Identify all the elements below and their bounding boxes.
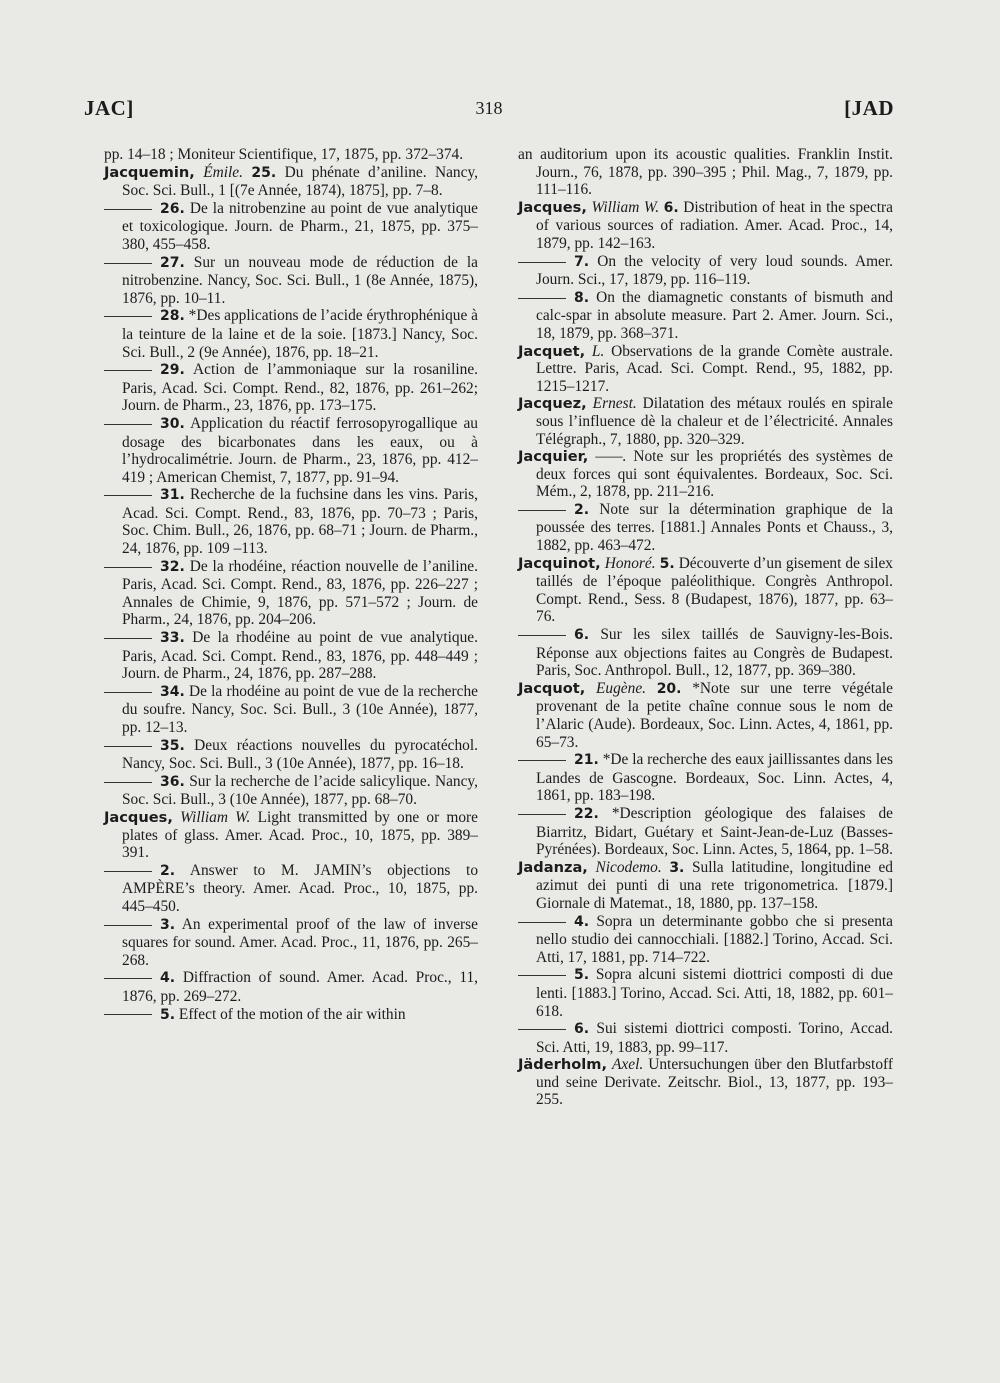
bibliography-subentry [518,626,893,680]
ditto-dash [518,510,566,511]
running-head-left: JAC] [84,96,134,120]
bibliography-entry [518,199,893,253]
bibliography-subentry [518,1020,893,1056]
bibliography-subentry [518,805,893,859]
entry-number: 7. [574,253,590,270]
bibliography-subentry [518,253,893,289]
entry-text: *Description géologique des falaises de Biarritz, Bidart, Guétary et Saint-Jean-de-Luz (Basses-Pyrénées). Bordeaux, Soc. Linn. Actes, 5, 1864, pp. 1–58. [536,804,893,859]
entry-text: Sui sistemi diottrici composti. Torino, Accad. Sci. Atti, 19, 1883, pp. 99–117. [536,1020,893,1056]
entry-text: Sulla latitudine, longitudine ed azimut dei punti di una rete trigonometrica. [1879.] Giornale di Matemat., 18, 1880, pp. 137–158. [536,858,893,912]
bibliography-entry [518,859,893,913]
entry-text: Du phénate d’aniline. Nancy, Soc. Sci. Bull., 1 [(7e Année, 1874), 1875], pp. 7–8. [122,163,478,200]
entry-number: 4. [574,913,590,930]
bibliography-entry [518,395,893,448]
entry-text: On the diamagnetic constants of bismuth and calc-spar in absolute measure. Part 2. Amer. Journ. Sci., 18, 1879, pp. 368–371. [536,288,893,342]
entry-number: 21. [574,752,599,769]
entry-text: Note sur la détermination graphique de la poussée des terres. [1881.] Annales Ponts et Chauss., 3, 1882, pp. 463–472. [536,500,893,555]
entry-text: an auditorium upon its acoustic qualities. Franklin Instit. Journ., 76, 1878, pp. 390–395 ; Phil. Mag., 7, 1879, pp. 111–116. [518,146,893,199]
bibliography-subentry [518,966,893,1020]
entry-text: Diffraction of sound. Amer. Acad. Proc., 11, 1876, pp. 269–272. [122,969,478,1005]
entry-number: 20. [656,680,682,697]
entry-text: Application du réactif ferrosopyrogallique au dosage des bicarbonates dans les eaux, ou à l’hydrocalimétrie. Journ. de Pharm., 23, 1876, pp. 412–419 ; American Chemist, 7, 1877, pp. 91–94. [122,414,479,486]
entry-continuation [104,146,478,164]
bibliography-subentry [104,558,478,629]
entry-text: De la rhodéine au point de vue analytique. Paris, Acad. Sci. Compt. Rend., 83, 1876, pp. 448–449 ; Journ. de Pharm., 24, 1876, pp. 287–288. [122,629,478,683]
entry-number: 30. [160,415,185,432]
author-name: Jadanza, [518,858,588,876]
entry-number: 6. [663,199,679,216]
author-name: Jacques, [104,808,173,826]
entry-number: 34. [160,683,185,700]
entry-number: 31. [160,487,185,504]
ditto-dash [518,298,566,299]
left-column [104,146,478,1024]
bibliography-subentry [104,862,478,916]
entry-number: 5. [659,555,675,572]
bibliography-subentry [104,683,478,737]
bibliography-subentry [104,969,478,1005]
entry-number: 3. [669,859,685,876]
entry-number: 6. [574,1021,590,1038]
ditto-dash [104,871,152,872]
ditto-dash [104,263,152,264]
entry-text: Effect of the motion of the air within [178,1005,406,1023]
entry-number: 2. [160,862,176,879]
ditto-dash [104,746,152,747]
entry-continuation [518,146,893,199]
entry-number: 26. [160,200,185,217]
bibliography-subentry [104,254,478,308]
author-name: Jacquemin, [104,163,195,181]
page-number: 318 [475,98,503,118]
bibliography-subentry [104,1006,478,1025]
entry-text: Note sur les propriétés des systèmes de deux forces qui sont équivalentes. Bordeaux, Soc. Sci. Mém., 2, 1878, pp. 211–216. [536,448,893,501]
bibliography-entry [518,1056,893,1109]
entry-number: 32. [160,558,185,575]
ditto-dash [104,1014,152,1015]
bibliography-entry [518,448,893,501]
bibliography-subentry [104,916,478,970]
entry-text: Sur la recherche de l’acide salicylique. Nancy, Soc. Sci. Bull., 3 (10e Année), 1877, pp. 68–70. [122,772,478,809]
entry-text: Sopra un determinante gobbo che si presenta nello studio dei cannocchiali. [1882.] Torino, Accad. Sci. Atti, 17, 1881, pp. 714–722. [536,912,893,966]
author-given-name: William W. [591,198,660,216]
ditto-dash [518,262,566,263]
bibliography-subentry [104,415,478,486]
ditto-dash [518,814,566,815]
author-given-name: Nicodemo. [595,858,662,876]
bibliography-subentry [104,361,478,415]
entry-number: 29. [160,362,185,379]
right-column [518,146,893,1109]
entry-number: 5. [574,967,590,984]
entry-text: On the velocity of very loud sounds. Amer. Journ. Sci., 17, 1879, pp. 116–119. [536,252,893,289]
author-given-name: Ernest. [592,395,637,413]
ditto-dash [518,975,566,976]
ditto-dash [104,638,152,639]
entry-text: *Note sur une terre végétale provenant de la petite chaîne connue sous le nom de l’Alaric (Aude). Bordeaux, Soc. Linn. Actes, 4, 1861, pp. 65–73. [536,679,893,751]
author-name: Jacquinot, [518,554,601,572]
bibliography-entry [518,555,893,626]
entry-text: Distribution of heat in the spectra of various sources of radiation. Amer. Acad. Proc., 14, 1879, pp. 142–163. [536,198,893,252]
ditto-dash [104,692,152,693]
ditto-dash [104,370,152,371]
author-given-name: Axel. [612,1056,644,1074]
entry-number: 8. [574,289,590,306]
bibliography-subentry [518,913,893,967]
entry-number: 6. [574,627,590,644]
ditto-dash [518,1029,566,1030]
entry-number: 5. [160,1006,176,1023]
bibliography-subentry [104,737,478,773]
bibliography-subentry [518,501,893,555]
entry-text: Recherche de la fuchsine dans les vins. Paris, Acad. Sci. Compt. Rend., 83, 1876, pp. 70–73 ; Paris, Soc. Chim. Bull., 26, 1876, pp. 68–71 ; Journ. de Pharm., 24, 1876, pp. 109 –113. [122,486,478,558]
ditto-dash [104,978,152,979]
author-given-name: Honoré. [604,554,656,572]
author-given-name: ——. [595,448,627,466]
ditto-dash [104,209,152,210]
author-name: Jacquier, [518,448,589,466]
ditto-dash [104,782,152,783]
entry-number: 35. [160,737,185,754]
entry-text: Découverte d’un gisement de silex taillés de l’époque paléolithique. Congrès Anthropol. Compt. Rend., Sess. 8 (Budapest, 1876), 1877, pp. 63–76. [536,554,893,626]
entry-text: Deux réactions nouvelles du pyrocatéchol. Nancy, Soc. Sci. Bull., 3 (10e Année), 1877, pp. 16–18. [122,736,478,773]
bibliography-entry [518,343,893,396]
author-name: Jacquot, [518,679,586,697]
entry-text: Sur un nouveau mode de réduction de la nitrobenzine. Nancy, Soc. Sci. Bull., 1 (8e Année, 1875), 1876, pp. 10–11. [122,253,478,307]
entry-text: Sopra alcuni sistemi diottrici composti di due lenti. [1883.] Torino, Accad. Sci. Atti, 18, 1882, pp. 601–618. [536,966,893,1020]
entry-number: 4. [160,970,176,987]
entry-number: 27. [160,254,185,271]
entry-text: Light transmitted by one or more plates of glass. Amer. Acad. Proc., 10, 1875, pp. 389–391. [122,808,478,862]
entry-number: 2. [574,501,590,518]
entry-number: 25. [251,164,277,181]
author-name: Jacques, [518,198,587,216]
running-head-right: [JAD [844,96,894,120]
entry-text: *Des applications de l’acide érythrophénique à la teinture de la laine et de la soie. [1873.] Nancy, Soc. Sci. Bull., 2 (9e Année), 1876, pp. 18–21. [122,307,478,361]
entry-number: 36. [160,773,185,790]
author-given-name: Émile. [203,163,243,181]
entry-text: De la rhodéine, réaction nouvelle de l’aniline. Paris, Acad. Sci. Compt. Rend., 83, 1876, pp. 226–227 ; Annales de Chimie, 9, 1876, pp. 571–572 ; Journ. de Pharm., 24, 1876, pp. 204–206. [122,557,478,629]
bibliography-subentry [518,751,893,805]
ditto-dash [518,760,566,761]
entry-number: 33. [160,630,185,647]
ditto-dash [518,635,566,636]
bibliography-subentry [104,200,478,254]
author-given-name: L. [591,342,605,360]
entry-text: Untersuchungen über den Blutfarbstoff und seine Derivate. Zeitschr. Biol., 13, 1877, pp. 193–255. [536,1056,893,1109]
author-name: Jacquez, [518,395,587,413]
entry-text: De la nitrobenzine au point de vue analytique et toxicologique. Journ. de Pharm., 21, 1875, pp. 375–380, 455–458. [122,199,478,253]
entry-text: Answer to M. JAMIN’s objections to AMPÈRE’s theory. Amer. Acad. Proc., 10, 1875, pp. 445–450. [122,861,479,915]
entry-number: 22. [574,805,599,822]
entry-text: pp. 14–18 ; Moniteur Scientifique, 17, 1875, pp. 372–374. [104,146,464,163]
author-name: Jacquet, [518,342,586,360]
entry-number: 28. [160,308,185,325]
ditto-dash [104,495,152,496]
entry-text: *De la recherche des eaux jaillissantes dans les Landes de Gascogne. Bordeaux, Soc. Linn. Actes, 4, 1861, pp. 183–198. [536,751,893,805]
entry-text: Dilatation des métaux roulés en spirale sous l’influence dè la chaleur et de l’électricité. Annales Télégraph., 7, 1880, pp. 320–329. [536,395,893,448]
author-name: Jäderholm, [518,1056,607,1074]
bibliography-subentry [104,307,478,361]
bibliography-entry [104,809,478,862]
bibliography-subentry [104,773,478,809]
entry-text: De la rhodéine au point de vue de la recherche du soufre. Nancy, Soc. Sci. Bull., 3 (10e Année), 1877, pp. 12–13. [122,682,478,736]
bibliography-subentry [104,629,478,683]
bibliography-entry [518,680,893,751]
page-header [84,96,894,130]
ditto-dash [104,316,152,317]
author-given-name: William W. [180,808,251,826]
bibliography-entry [104,164,478,200]
ditto-dash [104,925,152,926]
ditto-dash [518,922,566,923]
author-given-name: Eugène. [596,679,646,697]
entry-text: Observations de la grande Comète australe. Lettre. Paris, Acad. Sci. Compt. Rend., 95, 1882, pp. 1215–1217. [536,342,893,395]
entry-text: Action de l’ammoniaque sur la rosaniline. Paris, Acad. Sci. Compt. Rend., 82, 1876, pp. 261–262; Journ. de Pharm., 23, 1876, pp. 173–175. [122,361,478,415]
bibliography-subentry [104,486,478,557]
entry-text: An experimental proof of the law of inverse squares for sound. Amer. Acad. Proc., 11, 1876, pp. 265–268. [122,915,479,969]
bibliography-subentry [518,289,893,343]
entry-number: 3. [160,916,176,933]
ditto-dash [104,567,152,568]
entry-text: Sur les silex taillés de Sauvigny-les-Bois. Réponse aux objections faites au Congrès de Budapest. Paris, Soc. Anthropol. Bull., 12, 1877, pp. 369–380. [536,626,893,680]
ditto-dash [104,424,152,425]
